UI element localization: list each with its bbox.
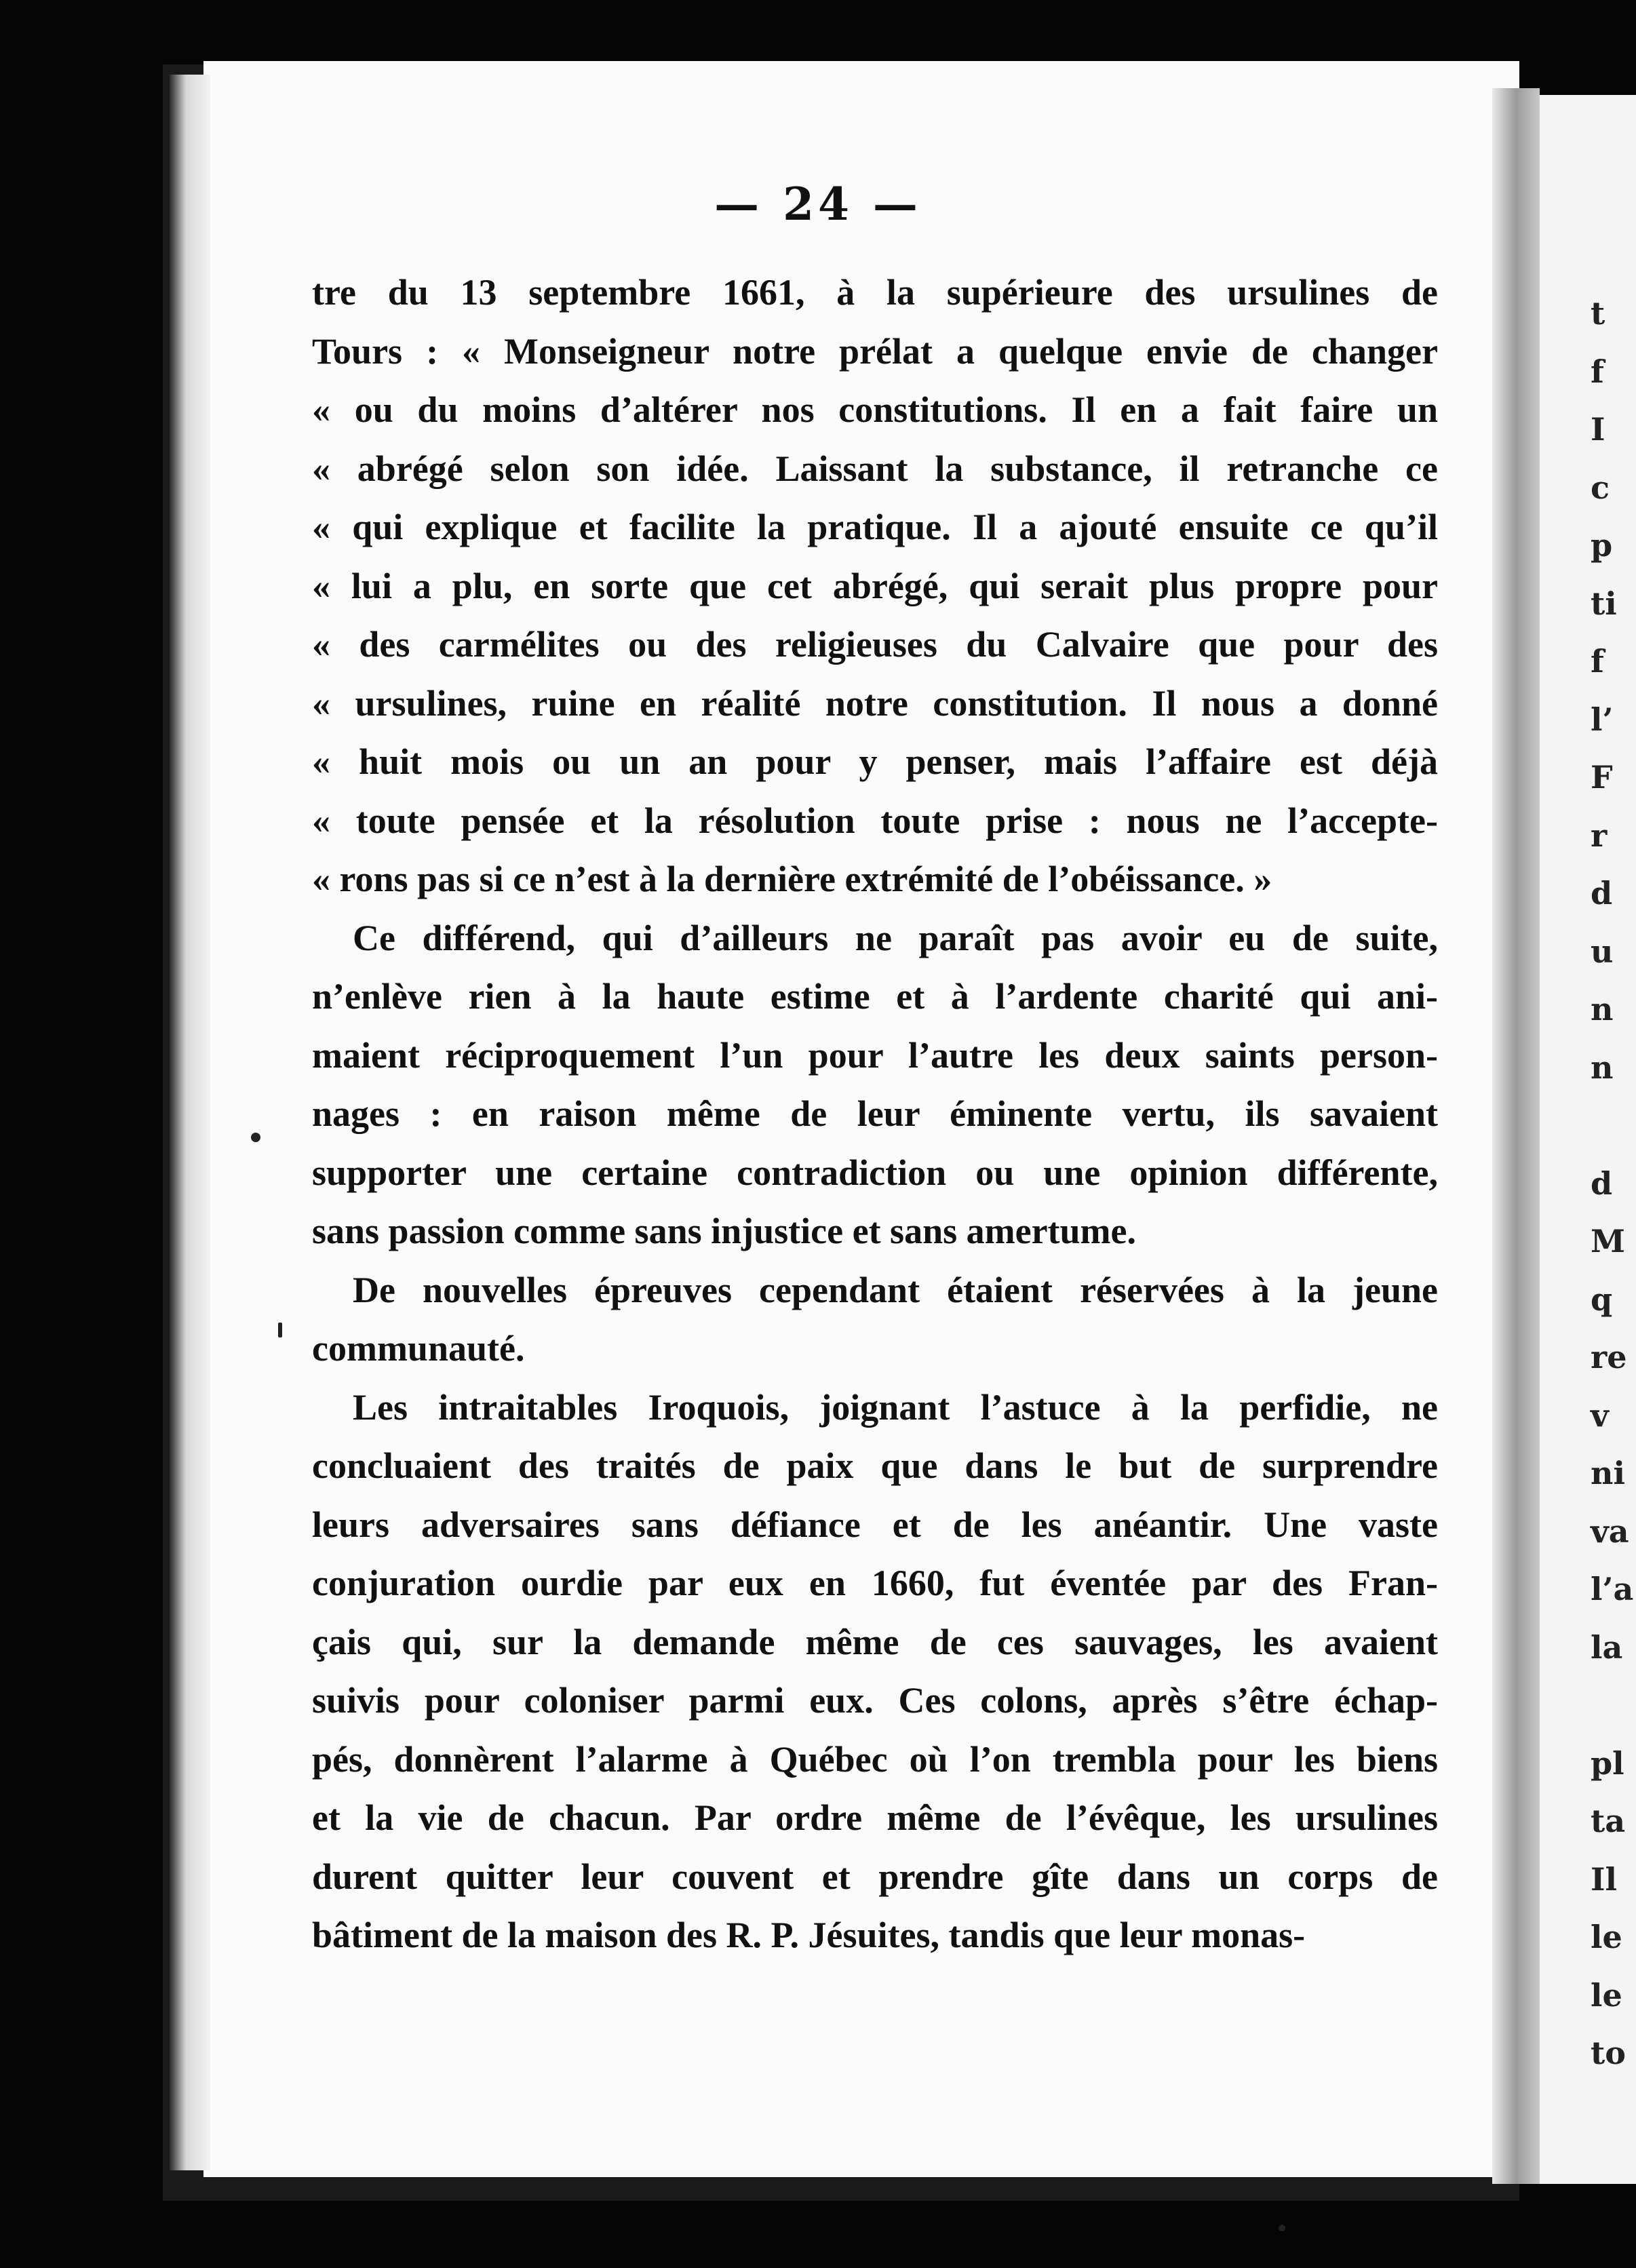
facing-page-fragment: le	[1591, 1976, 1622, 2014]
text-line: De nouvelles épreuves cependant étaient réservées à la jeune	[353, 1269, 1438, 1310]
facing-page-fragment	[1591, 1677, 1636, 1735]
facing-page-fragment: t	[1591, 295, 1605, 332]
text-line: durent quitter leur couvent et prendre gîte dans un corps de	[312, 1856, 1438, 1897]
text-line: concluaient des traités de paix que dans le but de surprendre	[312, 1445, 1438, 1486]
text-line: « abrégé selon son idée. Laissant la substance, il retranche ce	[312, 448, 1438, 489]
text-line: suivis pour coloniser parmi eux. Ces colons, après s’être échap-	[312, 1680, 1438, 1721]
scan-speck	[278, 1323, 282, 1337]
text-line: Les intraitables Iroquois, joignant l’astuce à la perfidie, ne	[353, 1386, 1438, 1428]
page-number: — 24 —	[714, 178, 922, 231]
text-line: conjuration ourdie par eux en 1660, fut éventée par des Fran-	[312, 1563, 1438, 1603]
facing-page-fragment: l’	[1591, 701, 1614, 738]
scan-speck	[1279, 2225, 1285, 2231]
facing-page-fragment: ta	[1591, 1803, 1626, 1839]
text-line: « huit mois ou un an pour y penser, mais l’affaire est déjà	[312, 741, 1438, 782]
text-line: « des carmélites ou des religieuses du Calvaire que pour des	[312, 624, 1438, 665]
text-line: leurs adversaires sans défiance et de les anéantir. Une vaste	[312, 1504, 1438, 1545]
facing-page-fragment	[1591, 1097, 1636, 1155]
text-line: « rons pas si ce n’est à la dernière extrémité de l’obéissance. »	[312, 859, 1272, 899]
text-line: maient réciproquement l’un pour l’autre les deux saints person-	[312, 1034, 1438, 1076]
text-line: « toute pensée et la résolution toute prise : nous ne l’accepte-	[312, 800, 1438, 841]
text-line: Tours : « Monseigneur notre prélat a quelque envie de changer	[312, 330, 1438, 372]
facing-page-fragment: n	[1591, 1049, 1614, 1086]
facing-page-fragment: I	[1591, 411, 1605, 448]
text-line: sans passion comme sans injustice et sans amertume.	[312, 1211, 1136, 1251]
text-line: n’enlève rien à la haute estime et à l’ardente charité qui ani-	[312, 976, 1438, 1017]
facing-page-fragment: n	[1591, 991, 1614, 1028]
facing-page-fragment: va	[1591, 1512, 1629, 1550]
text-line: « ursulines, ruine en réalité notre constitution. Il nous a donné	[312, 682, 1438, 724]
facing-page-fragment: v	[1591, 1396, 1609, 1434]
text-line: nages : en raison même de leur éminente vertu, ils savaient	[312, 1093, 1438, 1134]
facing-page-fragment: F	[1591, 759, 1613, 796]
scan-speck	[251, 1133, 260, 1142]
facing-page-fragment: la	[1591, 1628, 1623, 1666]
book-gutter	[1492, 88, 1540, 2184]
text-line: bâtiment de la maison des R. P. Jésuites, tandis que leur monas-	[312, 1915, 1306, 1955]
facing-page-fragment: ti	[1591, 585, 1617, 622]
facing-page-fragment: M	[1591, 1223, 1625, 1259]
facing-page-fragment: ni	[1591, 1455, 1625, 1491]
page-left-edge	[170, 75, 210, 2170]
facing-page-fragment: p	[1591, 527, 1613, 564]
facing-page-fragment: le	[1591, 1919, 1622, 1955]
facing-page-fragment: u	[1591, 933, 1614, 970]
text-line: çais qui, sur la demande même de ces sauvages, les avaient	[312, 1621, 1438, 1662]
text-line: « lui a plu, en sorte que cet abrégé, qui serait plus propre pour	[312, 565, 1438, 606]
facing-page-fragment: pl	[1591, 1744, 1624, 1782]
text-line: pés, donnèrent l’alarme à Québec où l’on trembla pour les biens	[312, 1738, 1438, 1780]
facing-page-fragment: f	[1591, 353, 1604, 390]
facing-page-fragment: re	[1591, 1339, 1627, 1375]
text-line: et la vie de chacun. Par ordre même de l’évêque, les ursulines	[312, 1797, 1438, 1838]
text-line: « ou du moins d’altérer nos constitutions. Il en a fait faire un	[312, 389, 1438, 430]
facing-page-fragment: d	[1591, 875, 1613, 912]
text-line: tre du 13 septembre 1661, à la supérieure des ursulines de	[312, 272, 1438, 313]
facing-page-fragment: to	[1591, 2035, 1626, 2071]
facing-page-fragment: r	[1591, 817, 1608, 854]
facing-page-fragment: q	[1591, 1280, 1613, 1318]
facing-page-text-fragments	[1591, 285, 1636, 2083]
facing-page-fragment: l’a	[1591, 1571, 1634, 1607]
text-line: supporter une certaine contradiction ou une opinion différente,	[312, 1152, 1438, 1193]
facing-page-fragment: f	[1591, 643, 1604, 680]
facing-page-fragment: Il	[1591, 1860, 1617, 1898]
text-line: Ce différend, qui d’ailleurs ne paraît pas avoir eu de suite,	[353, 917, 1438, 958]
page-body-text	[312, 263, 1438, 1965]
text-line: « qui explique et facilite la pratique. Il a ajouté ensuite ce qu’il	[312, 507, 1438, 547]
facing-page-fragment: c	[1591, 469, 1610, 506]
text-line: communauté.	[312, 1328, 525, 1369]
facing-page-fragment: d	[1591, 1165, 1613, 1202]
